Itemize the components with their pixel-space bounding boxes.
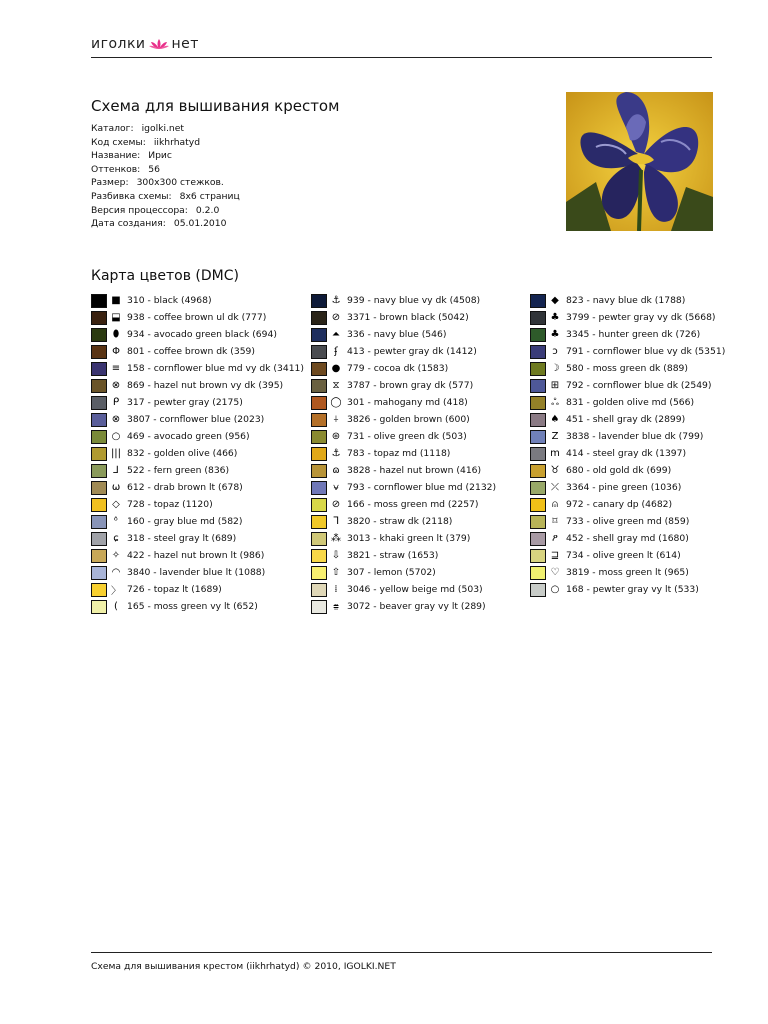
color-swatch [311, 600, 327, 614]
color-label: 612 - drab brown lt (678) [127, 482, 243, 493]
info-label: Каталог: [91, 123, 134, 134]
color-legend-item [311, 513, 531, 530]
color-label: 3819 - moss green lt (965) [566, 567, 689, 578]
color-legend-item [530, 564, 750, 581]
stitch-symbol-icon: ♉ [550, 465, 560, 476]
color-label: 414 - steel gray dk (1397) [566, 448, 687, 459]
color-label: 733 - olive green md (859) [566, 516, 690, 527]
color-label: 939 - navy blue vy dk (4508) [347, 295, 481, 306]
color-swatch [91, 566, 107, 580]
stitch-symbol-icon: ⍱ [333, 482, 339, 493]
color-label: 166 - moss green md (2257) [347, 499, 479, 510]
info-row [91, 122, 240, 136]
iris-picture [566, 92, 713, 231]
stitch-symbol-icon: ⚓ [331, 448, 341, 459]
stitch-symbol-icon: ʄ [334, 346, 338, 357]
stitch-symbol-icon: 〉 [111, 586, 121, 597]
info-label: Размер: [91, 177, 129, 189]
color-legend-item [530, 428, 750, 445]
color-swatch [530, 481, 546, 495]
color-label: 823 - navy blue dk (1788) [566, 295, 686, 306]
stitch-symbol-icon: ♡ [550, 567, 560, 578]
info-label: Название: [91, 150, 141, 162]
color-label: 317 - pewter gray (2175) [127, 397, 243, 408]
color-label: 452 - shell gray md (1680) [566, 533, 689, 544]
color-label: 680 - old gold dk (699) [566, 465, 672, 476]
color-label: 301 - mahogany md (418) [347, 397, 468, 408]
color-label: 310 - black (4968) [127, 295, 212, 306]
color-swatch [530, 566, 546, 580]
color-label: 779 - cocoa dk (1583) [347, 363, 449, 374]
stitch-symbol-icon: ⁞ [334, 584, 338, 595]
color-label: 3787 - brown gray dk (577) [347, 380, 474, 391]
color-legend-item [530, 377, 750, 394]
stitch-symbol-icon: ◇ [112, 499, 120, 510]
color-legend-item [311, 411, 531, 428]
color-label: 3046 - yellow beige md (503) [347, 584, 483, 595]
color-legend-item [530, 513, 750, 530]
stitch-symbol-icon: ⚓ [331, 295, 341, 306]
color-legend-item [311, 309, 531, 326]
stitch-symbol-icon: Φ [112, 346, 120, 357]
stitch-symbol-icon: ω [111, 482, 121, 493]
color-swatch [530, 396, 546, 410]
stitch-symbol-icon: ○ [550, 584, 560, 595]
color-label: 3840 - lavender blue lt (1088) [127, 567, 266, 578]
stitch-symbol-icon: ||| [110, 448, 122, 459]
stitch-symbol-icon: ⬮ [112, 329, 120, 340]
color-label: 934 - avocado green black (694) [127, 329, 277, 340]
color-label: 783 - topaz md (1118) [347, 448, 451, 459]
color-swatch [311, 379, 327, 393]
color-legend-item [91, 598, 311, 615]
color-legend-item [311, 530, 531, 547]
color-legend-item [530, 309, 750, 326]
color-label: 3828 - hazel nut brown (416) [347, 465, 482, 476]
color-swatch [311, 549, 327, 563]
color-legend-item [91, 462, 311, 479]
info-value: 0.2.0 [195, 204, 220, 216]
color-swatch [530, 532, 546, 546]
stitch-symbol-icon: ⁂ [331, 533, 341, 544]
info-row [91, 149, 240, 163]
color-label: 3820 - straw dk (2118) [347, 516, 453, 527]
color-swatch [91, 515, 107, 529]
color-label: 731 - olive green dk (503) [347, 431, 467, 442]
color-swatch [530, 430, 546, 444]
color-swatch [91, 447, 107, 461]
color-label: 792 - cornflower blue dk (2549) [566, 380, 712, 391]
color-label: 3371 - brown black (5042) [347, 312, 469, 323]
color-legend-item [91, 292, 311, 309]
color-label: 791 - cornflower blue vy dk (5351) [566, 346, 726, 357]
color-swatch [530, 447, 546, 461]
color-swatch [530, 549, 546, 563]
page-title: Схема для вышивания крестом [91, 97, 340, 115]
color-label: 972 - canary dp (4682) [566, 499, 673, 510]
stitch-symbol-icon: ( [114, 601, 118, 612]
color-legend-item [530, 292, 750, 309]
color-swatch [91, 600, 107, 614]
info-label: Версия процессора: [91, 204, 188, 216]
color-swatch [91, 362, 107, 376]
color-swatch [91, 413, 107, 427]
stitch-symbol-icon: Z [551, 431, 559, 442]
stitch-symbol-icon: ɷ [332, 465, 340, 476]
stitch-symbol-icon: ⌑ [552, 516, 558, 527]
color-legend-item [311, 496, 531, 513]
info-row [91, 176, 240, 190]
color-label: 3826 - golden brown (600) [347, 414, 470, 425]
color-legend-item [530, 411, 750, 428]
color-swatch [530, 515, 546, 529]
color-label: 831 - golden olive md (566) [566, 397, 695, 408]
color-swatch [530, 413, 546, 427]
color-legend-item [311, 326, 531, 343]
stitch-symbol-icon: ♣ [550, 329, 560, 340]
color-legend-item [91, 411, 311, 428]
stitch-symbol-icon: ⇩ [331, 550, 341, 561]
color-legend-column-1 [91, 292, 311, 615]
color-swatch [311, 583, 327, 597]
stitch-symbol-icon: ◠ [111, 567, 121, 578]
info-value: iikhrhatyd [153, 136, 201, 148]
color-label: 3013 - khaki green lt (379) [347, 533, 471, 544]
color-label: 734 - olive green lt (614) [566, 550, 681, 561]
info-value: Ирис [148, 150, 172, 162]
color-legend-item [530, 394, 750, 411]
color-swatch [530, 464, 546, 478]
color-swatch [530, 362, 546, 376]
color-legend-item [530, 496, 750, 513]
color-legend-item [530, 479, 750, 496]
color-legend-item [91, 394, 311, 411]
color-legend-item [311, 394, 531, 411]
color-legend-item [91, 309, 311, 326]
color-legend-item [91, 530, 311, 547]
color-legend-item [311, 445, 531, 462]
color-swatch [311, 464, 327, 478]
color-swatch [311, 413, 327, 427]
color-label: 413 - pewter gray dk (1412) [347, 346, 477, 357]
color-swatch [91, 549, 107, 563]
color-label: 522 - fern green (836) [127, 465, 230, 476]
stitch-symbol-icon: ஃ [551, 396, 559, 408]
color-legend-item [311, 428, 531, 445]
stitch-symbol-icon: ⩷ [333, 601, 339, 612]
color-swatch [530, 311, 546, 325]
color-legend-item [530, 326, 750, 343]
color-label: 307 - lemon (5702) [347, 567, 436, 578]
info-label: Оттенков: [91, 163, 141, 175]
color-label: 451 - shell gray dk (2899) [566, 414, 686, 425]
color-legend-item [91, 428, 311, 445]
color-legend-item [91, 564, 311, 581]
color-legend-item [91, 513, 311, 530]
color-swatch [530, 379, 546, 393]
stitch-symbol-icon: ᑭ [112, 397, 120, 408]
color-legend-item [530, 445, 750, 462]
stitch-symbol-icon: ↄ [552, 346, 558, 357]
color-map-title: Карта цветов (DMC) [91, 268, 239, 284]
stitch-symbol-icon: ⍭ [333, 414, 339, 425]
color-label: 801 - coffee brown dk (359) [127, 346, 255, 357]
color-legend-item [91, 581, 311, 598]
color-swatch [91, 464, 107, 478]
info-row [91, 204, 240, 218]
color-swatch [311, 447, 327, 461]
stitch-symbol-icon: ♣ [550, 312, 560, 323]
color-label: 3072 - beaver gray vy lt (289) [347, 601, 486, 612]
color-swatch [91, 294, 107, 308]
color-label: 336 - navy blue (546) [347, 329, 447, 340]
page-footer: Схема для вышивания крестом (iikhrhatyd) © 2010, IGOLKI.NET [91, 952, 712, 972]
info-value: 56 [148, 163, 160, 175]
color-legend-item [311, 581, 531, 598]
color-label: 793 - cornflower blue md (2132) [347, 482, 497, 493]
info-row [91, 136, 240, 150]
color-swatch [91, 481, 107, 495]
logo-text-left: иголки [91, 36, 146, 52]
stitch-symbol-icon: ≡ [111, 363, 121, 374]
color-legend-item [311, 360, 531, 377]
stitch-symbol-icon: ♠ [550, 414, 560, 425]
info-row [91, 217, 240, 231]
info-value: 8x6 страниц [179, 190, 240, 202]
color-label: 832 - golden olive (466) [127, 448, 238, 459]
color-swatch [311, 311, 327, 325]
info-value: igolki.net [141, 123, 184, 134]
color-legend-item [91, 343, 311, 360]
color-swatch [311, 498, 327, 512]
stitch-symbol-icon: ⊒ [550, 550, 560, 561]
stitch-symbol-icon: ○ [111, 431, 121, 442]
color-legend-item [530, 462, 750, 479]
color-legend-item [530, 360, 750, 377]
stitch-symbol-icon: ⊘ [331, 312, 341, 323]
stitch-symbol-icon: ⅃ [113, 465, 119, 476]
stitch-symbol-icon: ⤫ [551, 482, 559, 493]
stitch-symbol-icon: ᶞ [113, 516, 119, 527]
color-legend-item [91, 479, 311, 496]
color-legend-item [91, 496, 311, 513]
color-label: 3821 - straw (1653) [347, 550, 439, 561]
stitch-symbol-icon: ◆ [551, 295, 559, 306]
color-swatch [91, 379, 107, 393]
color-legend-item [311, 377, 531, 394]
info-label: Код схемы: [91, 136, 146, 148]
color-swatch [91, 311, 107, 325]
color-swatch [530, 345, 546, 359]
color-legend-item [311, 343, 531, 360]
color-swatch [311, 481, 327, 495]
color-legend-item [530, 343, 750, 360]
color-label: 580 - moss green dk (889) [566, 363, 688, 374]
color-swatch [311, 328, 327, 342]
color-legend-item [91, 326, 311, 343]
stitch-symbol-icon: ⊗ [111, 380, 121, 391]
stitch-symbol-icon: ዖ [552, 533, 558, 544]
color-swatch [530, 294, 546, 308]
color-legend-item [311, 564, 531, 581]
color-legend-item [91, 377, 311, 394]
color-label: 3838 - lavender blue dk (799) [566, 431, 704, 442]
color-swatch [311, 532, 327, 546]
stitch-symbol-icon: ɕ [113, 533, 119, 544]
stitch-symbol-icon: ⍝ [552, 499, 558, 510]
logo-text-right: нет [171, 36, 199, 52]
pattern-preview-image [566, 92, 713, 231]
info-row [91, 190, 240, 204]
color-swatch [311, 345, 327, 359]
color-legend-column-3 [530, 292, 750, 598]
stitch-symbol-icon: ◯ [330, 397, 342, 408]
color-legend-item [311, 292, 531, 309]
color-swatch [91, 345, 107, 359]
stitch-symbol-icon: ⊛ [331, 431, 341, 442]
info-value: 300x300 стежков. [136, 177, 224, 189]
stitch-symbol-icon: ⊗ [111, 414, 121, 425]
stitch-symbol-icon: ✧ [111, 550, 121, 561]
color-swatch [91, 532, 107, 546]
color-legend-item [91, 547, 311, 564]
stitch-symbol-icon: ■ [111, 295, 121, 306]
color-swatch [311, 294, 327, 308]
color-legend-column-2 [311, 292, 531, 615]
color-label: 3799 - pewter gray vy dk (5668) [566, 312, 716, 323]
color-label: 422 - hazel nut brown lt (986) [127, 550, 265, 561]
color-legend-item [311, 462, 531, 479]
stitch-symbol-icon: ᒣ [332, 516, 340, 527]
color-legend-item [311, 547, 531, 564]
color-legend-item [530, 547, 750, 564]
stitch-symbol-icon: m [550, 448, 560, 459]
stitch-symbol-icon: ⧖ [332, 380, 340, 391]
color-swatch [311, 566, 327, 580]
color-label: 3807 - cornflower blue (2023) [127, 414, 265, 425]
color-legend-item [530, 530, 750, 547]
stitch-symbol-icon: ☽ [550, 363, 560, 374]
color-swatch [311, 515, 327, 529]
color-label: 728 - topaz (1120) [127, 499, 213, 510]
color-label: 869 - hazel nut brown vy dk (395) [127, 380, 284, 391]
color-legend-item [530, 581, 750, 598]
color-legend-item [91, 445, 311, 462]
color-legend-item [91, 360, 311, 377]
info-row [91, 163, 240, 177]
color-label: 168 - pewter gray vy lt (533) [566, 584, 699, 595]
color-label: 938 - coffee brown ul dk (777) [127, 312, 267, 323]
color-legend-item [311, 479, 531, 496]
stitch-symbol-icon: ● [331, 363, 341, 374]
color-swatch [311, 430, 327, 444]
color-label: 469 - avocado green (956) [127, 431, 250, 442]
color-swatch [91, 430, 107, 444]
lotus-icon [149, 38, 169, 50]
stitch-symbol-icon: ⇧ [331, 567, 341, 578]
color-swatch [91, 498, 107, 512]
color-label: 318 - steel gray lt (689) [127, 533, 237, 544]
color-swatch [530, 583, 546, 597]
color-label: 158 - cornflower blue md vy dk (3411) [127, 363, 304, 374]
color-swatch [530, 498, 546, 512]
color-swatch [530, 328, 546, 342]
page-header [91, 34, 712, 58]
info-label: Дата создания: [91, 218, 166, 230]
color-label: 726 - topaz lt (1689) [127, 584, 222, 595]
info-value: 05.01.2010 [173, 218, 227, 230]
pattern-info [91, 122, 240, 231]
color-label: 160 - gray blue md (582) [127, 516, 243, 527]
stitch-symbol-icon: ⊘ [331, 499, 341, 510]
stitch-symbol-icon: ⊞ [550, 380, 560, 391]
color-swatch [91, 583, 107, 597]
stitch-symbol-icon: ⏶ [332, 329, 340, 340]
color-swatch [91, 396, 107, 410]
color-label: 3364 - pine green (1036) [566, 482, 682, 493]
stitch-symbol-icon: ⬓ [111, 312, 121, 323]
color-label: 165 - moss green vy lt (652) [127, 601, 258, 612]
color-label: 3345 - hunter green dk (726) [566, 329, 701, 340]
info-label: Разбивка схемы: [91, 190, 172, 202]
color-swatch [311, 396, 327, 410]
color-swatch [311, 362, 327, 376]
logo [91, 36, 199, 52]
color-swatch [91, 328, 107, 342]
color-legend-item [311, 598, 531, 615]
